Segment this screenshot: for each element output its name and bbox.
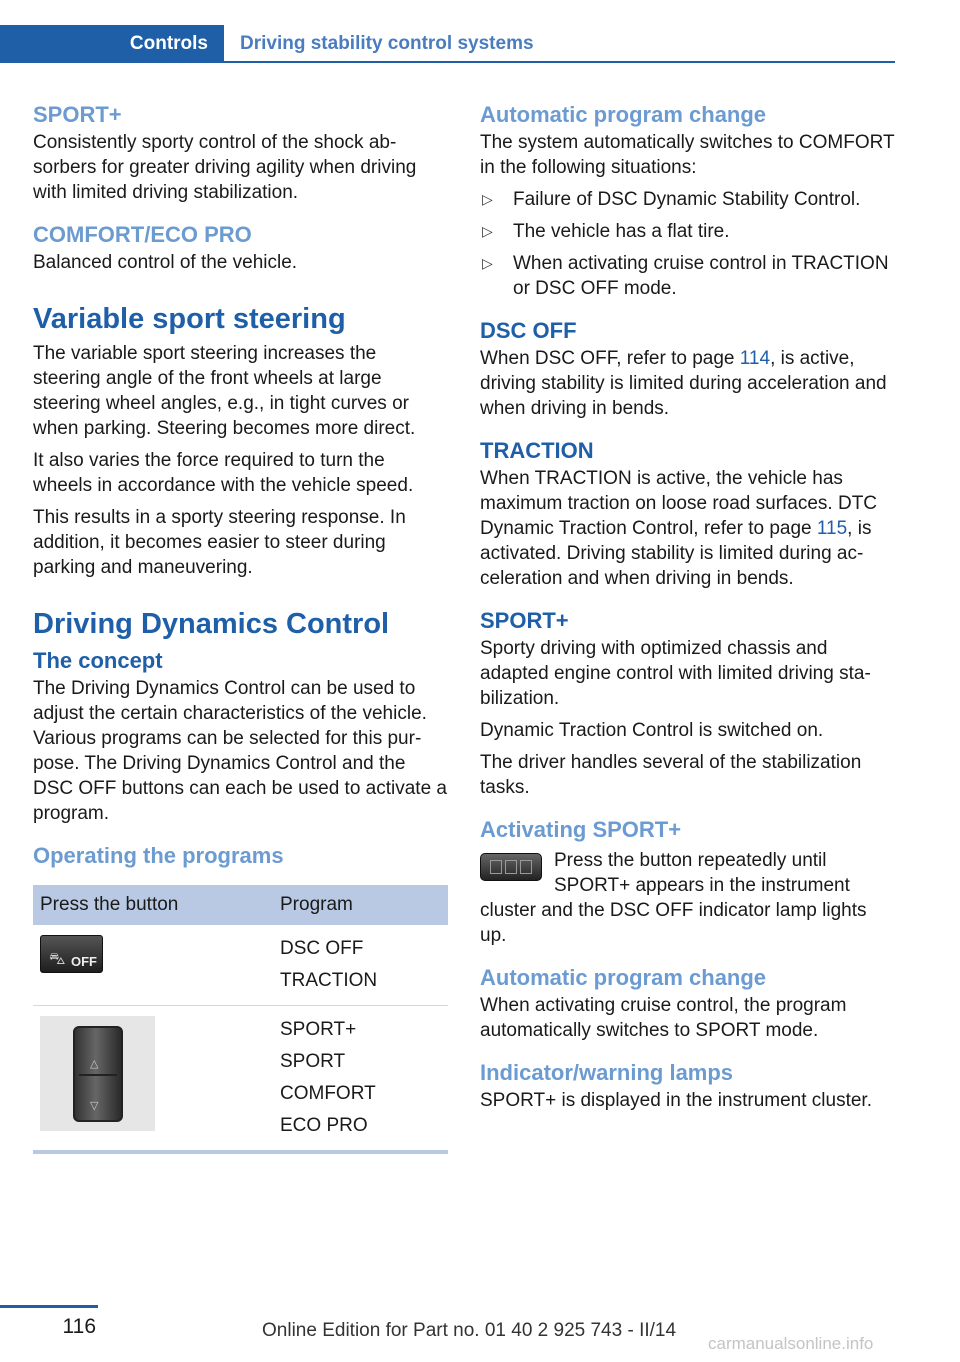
list-item: ▷ The vehicle has a flat tire. xyxy=(482,221,730,242)
comfort-text: Balanced control of the vehicle. xyxy=(33,252,298,273)
variable-paragraph-1: The variable sport steering increases the steering angle of the front wheels at large steering wheel angles, e.g., in tight curves or when parking. Steering becomes more direct. xyxy=(33,343,416,439)
program-traction: TRACTION xyxy=(280,970,378,991)
comfort-heading: COMFORT/ECO PRO xyxy=(33,222,252,247)
down-triangle-icon: ▽ xyxy=(90,1100,99,1112)
off-label: OFF xyxy=(71,954,97,969)
concept-text: The Driving Dynamics Control can be used to adjust the certain characteristics of the vehicle. Various programs can be selected for this purpose. The Driving Dynamics Control and the DSC OFF buttons can each be used to activate a program. xyxy=(33,678,448,824)
right-column xyxy=(480,100,898,1120)
auto-change-2-text: When activating cruise control, the program automatically switches to SPORT mode. xyxy=(480,995,847,1041)
sport-button-icon xyxy=(480,853,542,881)
triangle-bullet-icon: ▷ xyxy=(482,255,493,271)
traction-text: When TRACTION is active, the vehicle has maximum traction on loose road surfaces. DTC Dynamic Traction Control, refer to page 115, is activated. Driving stability is limited during acceleration and when driving in bends. xyxy=(480,468,878,589)
page-number: 116 xyxy=(62,1315,96,1338)
list-item: ▷ When activating cruise control in TRACTION or DSC OFF mode. xyxy=(482,253,889,299)
table-row xyxy=(33,1006,448,1153)
page-header xyxy=(0,25,895,63)
auto-change-list xyxy=(480,187,898,301)
activating-block xyxy=(480,845,898,898)
program-eco-pro: ECO PRO xyxy=(280,1115,368,1136)
table-row xyxy=(33,925,448,1006)
sport-heading: SPORT+ xyxy=(480,608,569,633)
sport-plus-heading: SPORT+ xyxy=(33,102,122,127)
dsc-off-button-icon xyxy=(40,935,103,973)
program-dsc-off: DSC OFF xyxy=(280,938,364,959)
sport-paragraph-2: Dynamic Traction Control is switched on. xyxy=(480,720,824,741)
variable-paragraph-3: This results in a sporty steering response. In addition, it becomes easier to steer during parking and maneuvering. xyxy=(33,507,406,578)
program-sport-plus: SPORT+ xyxy=(280,1019,357,1040)
sport-plus-text: Consistently sporty control of the shock absorbers for greater driving agility when driving with limited driving stabilization. xyxy=(33,132,417,203)
activating-text-rest: cluster and the DSC OFF indicator lamp lights up. xyxy=(480,900,867,946)
page-link-115[interactable]: 115 xyxy=(816,518,848,539)
dsc-off-text: When DSC OFF, refer to page 114, is active, driving stability is limited during acceleration and when driving in bends. xyxy=(480,348,887,419)
table-header-row xyxy=(33,885,448,925)
program-comfort: COMFORT xyxy=(280,1083,376,1104)
triangle-bullet-icon: ▷ xyxy=(482,223,493,239)
page-link-114[interactable]: 114 xyxy=(739,348,771,369)
traction-heading: TRACTION xyxy=(480,438,594,463)
ddc-heading: Driving Dynamics Control xyxy=(33,608,390,640)
car-skid-icon: ⛍ xyxy=(49,951,66,968)
activating-heading: Activating SPORT+ xyxy=(480,817,682,842)
list-item: ▷ Failure of DSC Dynamic Stability Control. xyxy=(482,189,861,210)
indicator-text: SPORT+ is displayed in the instrument cluster. xyxy=(480,1090,872,1111)
up-triangle-icon: △ xyxy=(90,1058,99,1070)
indicator-heading: Indicator/warning lamps xyxy=(480,1060,734,1085)
activating-text-indent: Press the button repeatedly until SPORT+ appears in the instrument xyxy=(554,850,850,896)
sport-paragraph-1: Sporty driving with optimized chassis and adapted engine control with limited driving stabilization. xyxy=(480,638,871,709)
footer-rule xyxy=(0,1305,98,1308)
left-column xyxy=(33,100,448,1154)
header-section: Controls xyxy=(0,25,224,63)
edition-text: Online Edition for Part no. 01 40 2 925 743 - II/14 xyxy=(262,1320,677,1341)
sport-paragraph-3: The driver handles several of the stabilization tasks. xyxy=(480,752,862,798)
variable-paragraph-2: It also varies the force required to turn the wheels in accordance with the vehicle speed. xyxy=(33,450,414,496)
variable-steering-heading: Variable sport steering xyxy=(33,303,346,335)
triangle-bullet-icon: ▷ xyxy=(482,191,493,207)
table-header-button: Press the button xyxy=(33,885,273,925)
dsc-off-heading: DSC OFF xyxy=(480,318,577,343)
auto-change-heading: Automatic program change xyxy=(480,102,767,127)
concept-heading: The concept xyxy=(33,648,163,673)
rocker-switch-icon xyxy=(40,1016,155,1131)
auto-change-text: The system automatically switches to COMFORT in the following situations: xyxy=(480,132,895,178)
watermark: carmanualsonline.info xyxy=(708,1334,874,1353)
header-chapter: Driving stability control systems xyxy=(240,33,534,54)
programs-table xyxy=(33,885,448,1154)
program-sport: SPORT xyxy=(280,1051,346,1072)
operating-heading: Operating the programs xyxy=(33,843,284,868)
auto-change-2-heading: Automatic program change xyxy=(480,965,767,990)
table-header-program: Program xyxy=(273,885,448,925)
